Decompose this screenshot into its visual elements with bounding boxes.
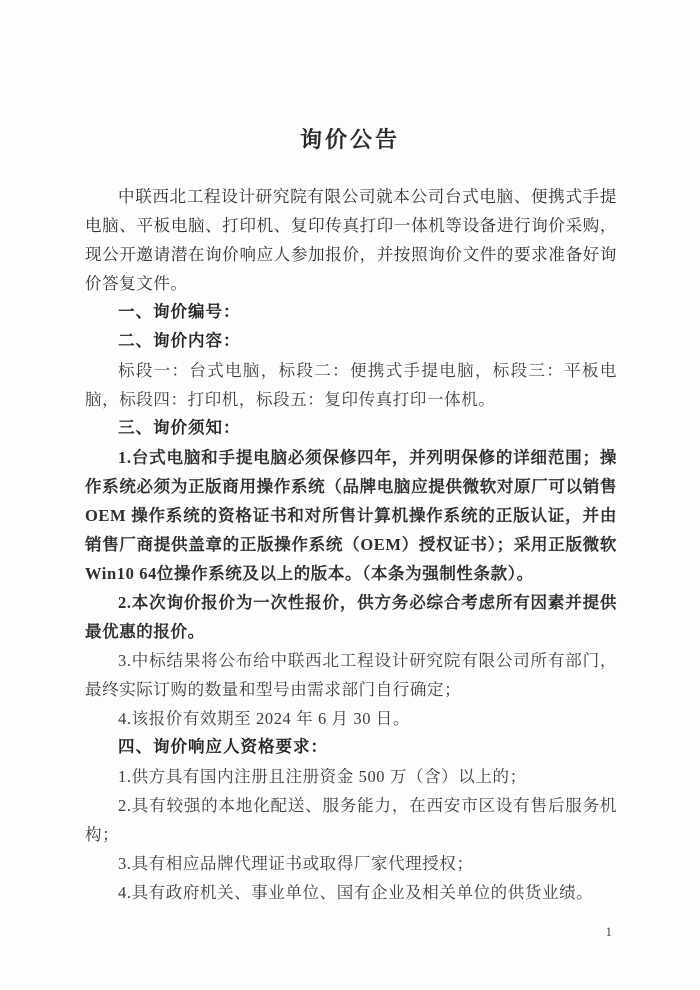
body-paragraph: 1.供方具有国内注册且注册资金 500 万（含）以上的； [118,767,527,786]
body-paragraph: 3.具有相应品牌代理证书或取得厂家代理授权； [118,854,474,873]
body-paragraph: 2.具有较强的本地化配送、服务能力，在西安市区设有售后服务机构； [85,796,617,844]
section-heading: 一、询价编号： [118,303,241,321]
body-paragraph: 2.本次询价报价为一次性报价，供方务必综合考虑所有因素并提供最优惠的报价。 [85,593,617,641]
section-heading: 四、询价响应人资格要求： [118,738,328,756]
body-paragraph: 3.中标结果将公布给中联西北工程设计研究院有限公司所有部门，最终实际订购的数量和型号由需求部门自行确定； [85,651,617,699]
body-paragraph: 4.该报价有效期至 2024 年 6 月 30 日。 [118,709,410,728]
section-heading: 三、询价须知： [118,419,241,437]
page-number: 1 [605,924,612,939]
body-paragraph: 4.具有政府机关、事业单位、国有企业及相关单位的供货业绩。 [118,883,594,902]
body-paragraph: 标段一：台式电脑，标段二：便携式手提电脑，标段三：平板电脑，标段四：打印机，标段五：复印传真打印一体机。 [85,361,617,409]
body-paragraph: 1.台式电脑和手提电脑必须保修四年，并列明保修的详细范围；操作系统必须为正版商用操作系统（品牌电脑应提供微软对原厂可以销售OEM 操作系统的资格证书和对所售计算机操作系统的正版认证，并由销售厂商提供盖章的正版操作系统（OEM）授权证书）；采用正版微软 Win10 64位操作系统及以上的版本。（本条为强制性条款）。 [85,448,617,583]
document-title: 询价公告 [299,127,400,152]
body-paragraph: 中联西北工程设计研究院有限公司就本公司台式电脑、便携式手提电脑、平板电脑、打印机、复印传真打印一体机等设备进行询价采购，现公开邀请潜在询价响应人参加报价，并按照询价文件的要求准备好询价答复文件。 [85,187,617,293]
section-heading: 二、询价内容： [118,332,241,350]
document-body [85,182,617,907]
